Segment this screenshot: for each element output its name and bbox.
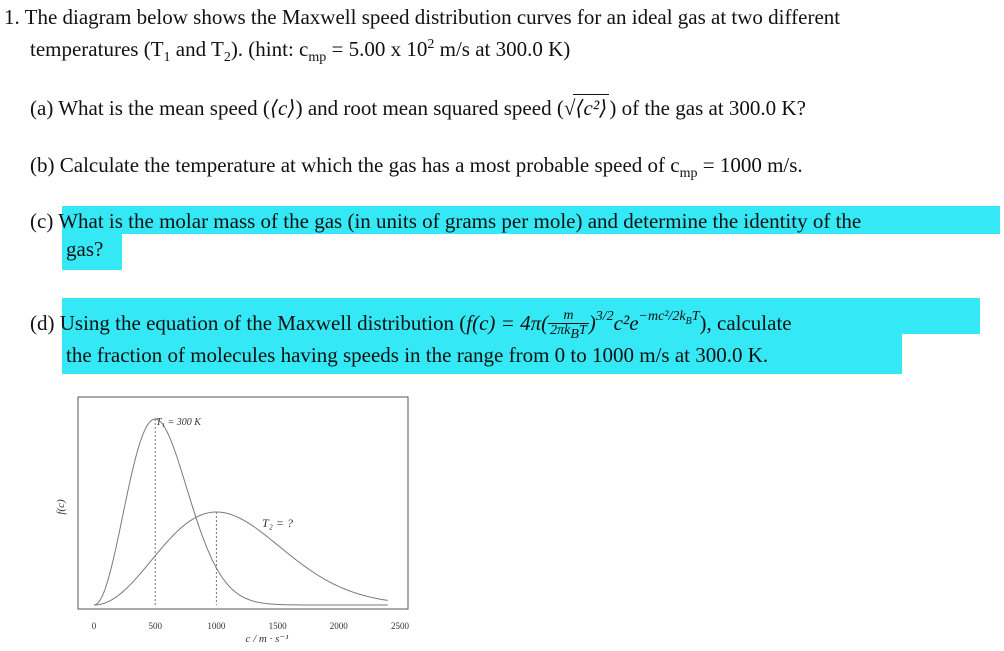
intro-text: The diagram below shows the Maxwell speed distribution curves for an ideal gas at two different	[24, 5, 841, 29]
part-text: the fraction of molecules having speeds in the range from 0 to 1000 m/s at 300.0 K.	[66, 343, 769, 367]
annotation-t2: T₂ = ?	[262, 516, 293, 530]
curve-series-1	[94, 419, 388, 605]
exp-text: −mc²/2k	[638, 309, 686, 324]
intro-text: and T	[170, 37, 224, 61]
part-text: Using the equation of the Maxwell distribution (	[59, 311, 467, 335]
equation-fraction	[548, 309, 589, 342]
exp-tail: T	[691, 309, 700, 324]
part-c-line2	[66, 236, 103, 262]
y-axis-label: f(c)	[55, 499, 67, 515]
fraction-numerator: m	[548, 309, 589, 324]
part-label: (c)	[30, 209, 54, 233]
part-text: ) of the gas at 300.0 K?	[609, 96, 806, 120]
equation-lhs: f(c) = 4π(	[466, 311, 549, 335]
sqrt-symbol: √	[563, 96, 576, 120]
x-tick-label: 1000	[207, 621, 226, 631]
plot-frame	[78, 397, 408, 609]
intro-text: ). (hint: c	[230, 37, 309, 61]
den-text: 2πk	[550, 322, 571, 338]
subscript: 2	[223, 50, 231, 66]
intro-text: = 5.00 x 10	[326, 37, 428, 61]
question-number: 1.	[4, 5, 20, 29]
x-tick-label: 2000	[329, 621, 348, 631]
den-sub: B	[570, 326, 579, 342]
part-label: (d)	[30, 311, 55, 335]
intro-text: m/s at 300.0 K)	[434, 37, 571, 61]
part-text: ) and root mean squared speed (	[295, 96, 564, 120]
superscript: 2	[427, 37, 435, 52]
part-text: What is the mean speed (	[58, 96, 270, 120]
equation-c2e: c²e	[613, 311, 639, 335]
x-tick-label: 2500	[391, 621, 409, 631]
fraction-denominator	[548, 324, 589, 342]
part-d-line1	[30, 304, 792, 342]
part-c-line1	[30, 208, 861, 234]
x-tick-label: 0	[91, 621, 97, 631]
x-tick-label: 500	[148, 621, 162, 631]
part-text: What is the molar mass of the gas (in units of grams per mole) and determine the identity of the	[58, 209, 862, 233]
part-d-line2	[66, 342, 768, 368]
part-text: = 1000 m/s.	[697, 153, 803, 177]
curve-series-2	[94, 512, 388, 605]
part-label: (b)	[30, 153, 55, 177]
equation-exp-term	[638, 309, 700, 327]
equation-paren: )	[588, 311, 596, 335]
subscript: 1	[163, 50, 171, 66]
question-intro-line2	[30, 32, 570, 71]
part-label: (a)	[30, 96, 54, 120]
den-tail: T	[578, 322, 587, 338]
question-intro-line1	[4, 4, 840, 30]
part-text: Calculate the temperature at which the gas has a most probable speed of c	[59, 153, 680, 177]
part-b	[30, 152, 803, 187]
exp-sub: B	[685, 315, 692, 327]
subscript: mp	[308, 50, 327, 66]
intro-text: temperatures (T	[30, 37, 164, 61]
maxwell-distribution-chart	[50, 395, 420, 651]
math-rms-speed: ⟨c²⟩	[575, 96, 608, 120]
part-text: gas?	[66, 237, 104, 261]
annotation-t1: T₁ = 300 K	[156, 417, 201, 428]
math-mean-speed: ⟨c⟩	[269, 96, 296, 120]
x-tick-label: 1500	[268, 621, 287, 631]
part-a	[30, 94, 806, 121]
x-axis-label: c / m · s⁻¹	[245, 633, 289, 645]
part-text: ), calculate	[699, 311, 792, 335]
subscript: mp	[679, 166, 698, 182]
equation-exponent: 3/2	[595, 309, 614, 324]
